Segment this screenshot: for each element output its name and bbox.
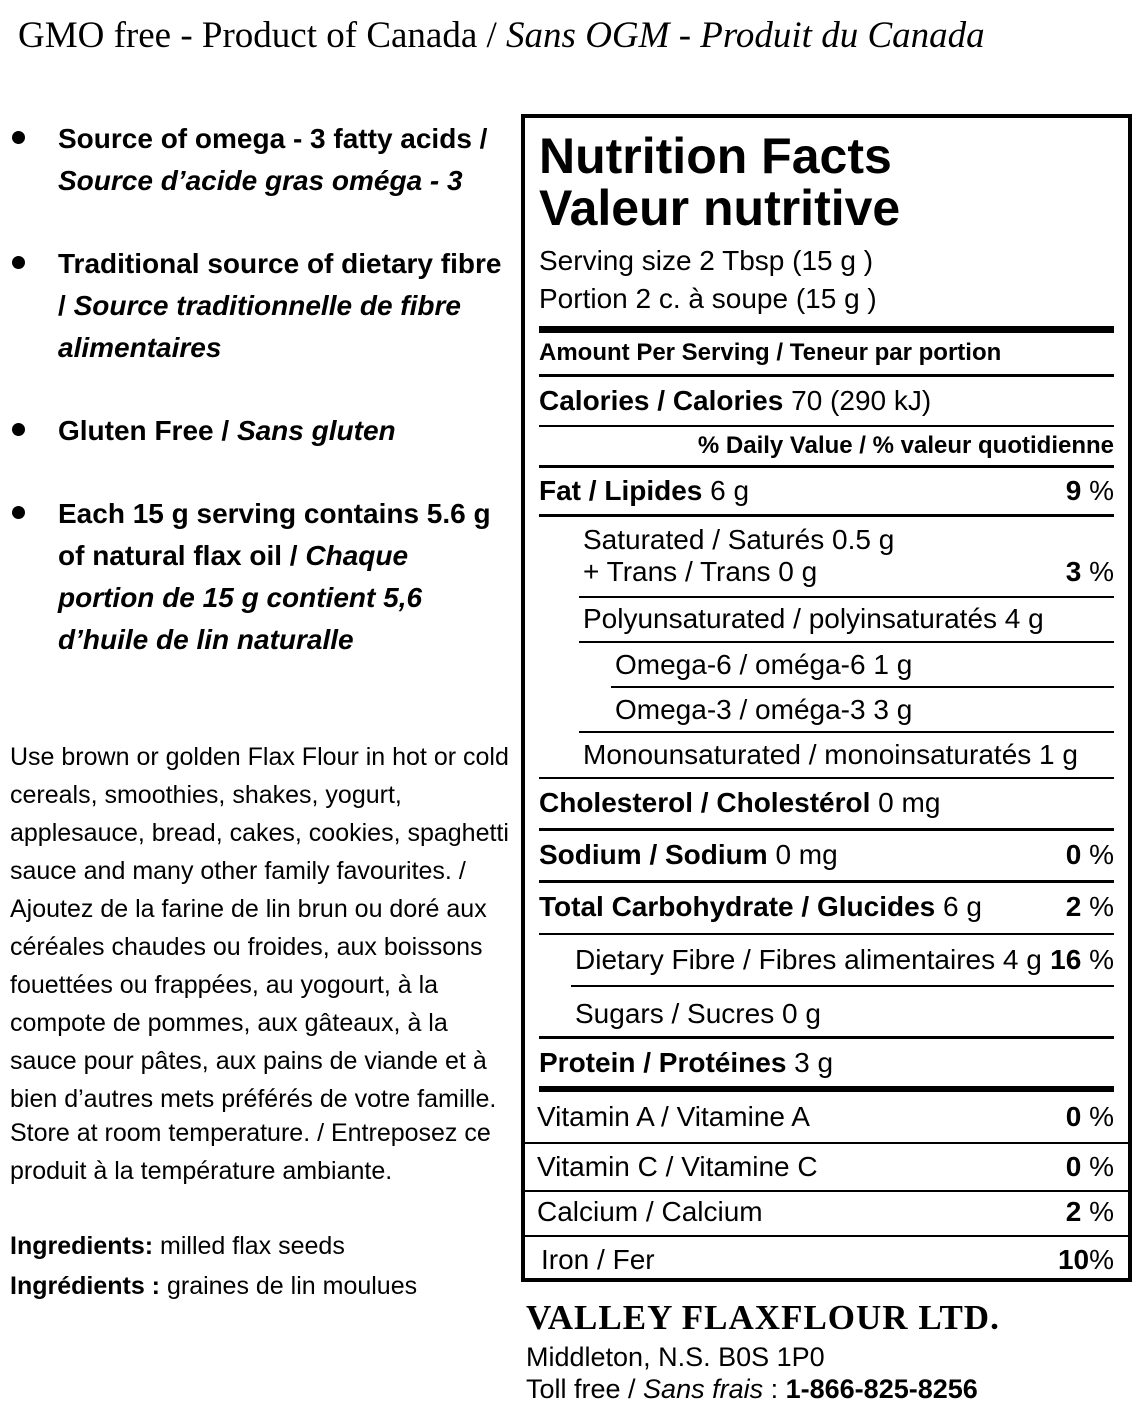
saturated-row: Saturated / Saturés 0.5 g + Trans / Trans 0 g 3 % — [583, 524, 1114, 587]
rule — [525, 1190, 1128, 1192]
claim-gluten-free: Gluten Free / Sans gluten — [10, 410, 510, 452]
rule — [539, 465, 1114, 468]
headline-en: GMO free - Product of Canada / — [18, 15, 497, 56]
vitamin-c-row: Vitamin C / Vitamine C 0 % — [537, 1151, 1114, 1182]
rule — [539, 1036, 1114, 1039]
headline-fr: Sans OGM - Produit du Canada — [506, 15, 985, 56]
saturated-daily-value: 3 % — [1065, 556, 1114, 587]
nutrition-title-fr: Valeur nutritive — [539, 180, 901, 236]
nutrition-facts-table — [521, 114, 1132, 1282]
thick-rule — [539, 326, 1114, 333]
rule — [539, 880, 1114, 883]
nutrition-title-en: Nutrition Facts — [539, 128, 892, 184]
calcium-row: Calcium / Calcium 2 % — [537, 1196, 1114, 1227]
claims-list — [10, 118, 510, 661]
company-phone: Toll free / Sans frais : 1-866-825-8256 — [526, 1374, 978, 1404]
claim-fibre: Traditional source of dietary fibre / Source traditionnelle de fibre alimentaires — [10, 243, 510, 369]
fibre-row: Dietary Fibre / Fibres alimentaires 4 g 16 % — [575, 944, 1114, 975]
rule — [525, 1235, 1128, 1237]
omega6-row: Omega-6 / oméga-6 1 g — [615, 649, 913, 680]
rule — [611, 686, 1114, 688]
calories-row: Calories / Calories 70 (290 kJ) — [539, 385, 932, 416]
serving-size-en: Serving size 2 Tbsp (15 g ) — [539, 245, 874, 276]
amount-per-serving-header: Amount Per Serving / Teneur par portion — [539, 339, 1002, 366]
bullet-icon — [12, 256, 25, 269]
rule — [525, 1142, 1128, 1144]
daily-value-header: % Daily Value / % valeur quotidienne — [697, 432, 1114, 459]
rule — [539, 777, 1114, 779]
sodium-row: Sodium / Sodium 0 mg 0 % — [539, 839, 1114, 870]
fat-daily-value: 9 % — [1065, 475, 1114, 506]
ingredients-fr: Ingrédients : graines de lin moulues — [10, 1272, 418, 1300]
rule — [539, 425, 1114, 427]
rule — [539, 374, 1114, 377]
rule — [579, 641, 1114, 643]
ingredients-en: Ingredients: milled flax seeds — [10, 1232, 345, 1260]
calcium-daily-value: 2 % — [1065, 1196, 1114, 1227]
rule — [579, 596, 1114, 598]
omega3-row: Omega-3 / oméga-3 3 g — [615, 694, 913, 725]
claim-omega3: Source of omega - 3 fatty acids / Source d’acide gras oméga - 3 — [10, 118, 510, 202]
rule — [539, 933, 1114, 935]
carbohydrate-daily-value: 2 % — [1065, 891, 1114, 922]
storage-text: Store at room temperature. / Entreposez ce produit à la température ambiante. — [10, 1119, 491, 1185]
thick-rule — [539, 1086, 1114, 1092]
sodium-daily-value: 0 % — [1065, 839, 1114, 870]
vitamin-a-daily-value: 0 % — [1065, 1101, 1114, 1132]
rule — [571, 985, 1114, 987]
iron-row: Iron / Fer 10% — [541, 1244, 1114, 1275]
bullet-icon — [12, 506, 25, 519]
fibre-daily-value: 16 % — [1050, 944, 1114, 975]
sugars-row: Sugars / Sucres 0 g — [575, 998, 821, 1029]
rule — [539, 514, 1114, 517]
carbohydrate-row: Total Carbohydrate / Glucides 6 g 2 % — [539, 891, 1114, 922]
bullet-icon — [12, 423, 25, 436]
fat-row: Fat / Lipides 6 g 9 % — [539, 475, 1114, 506]
company-name: VALLEY FLAXFLOUR LTD. — [526, 1298, 1000, 1337]
protein-row: Protein / Protéines 3 g — [539, 1047, 834, 1078]
rule — [579, 731, 1114, 733]
iron-daily-value: 10% — [1057, 1244, 1114, 1275]
monounsaturated-row: Monounsaturated / monoinsaturatés 1 g — [583, 739, 1078, 770]
serving-size-fr: Portion 2 c. à soupe (15 g ) — [539, 283, 877, 314]
ingredients — [10, 1226, 510, 1306]
vitamin-c-daily-value: 0 % — [1065, 1151, 1114, 1182]
cholesterol-row: Cholesterol / Cholestérol 0 mg — [539, 787, 941, 818]
company-address: Middleton, N.S. B0S 1P0 — [526, 1342, 825, 1372]
rule — [539, 828, 1114, 831]
claim-flax-oil: Each 15 g serving contains 5.6 g of natural flax oil / Chaque portion de 15 g contient 5,6 d’huile de lin naturalle — [10, 493, 510, 661]
headline — [18, 14, 1133, 57]
usage-text: Use brown or golden Flax Flour in hot or cold cereals, smoothies, shakes, yogurt, applesauce, bread, cakes, cookies, spaghetti sauce and many other family favourites. / Ajoutez de la farine de lin brun ou doré aux céréales chaudes ou froides, aux boissons fouettées ou frappées, au yogourt, à la compote de pommes, aux gâteaux, à la sauce pour pâtes, aux pains de viande et à bien d’autres mets préférés de votre famille. — [10, 743, 509, 1113]
bullet-icon — [12, 131, 25, 144]
phone-number: 1-866-825-8256 — [785, 1374, 978, 1404]
polyunsaturated-row: Polyunsaturated / polyinsaturatés 4 g — [583, 603, 1044, 634]
vitamin-a-row: Vitamin A / Vitamine A 0 % — [537, 1101, 1114, 1132]
